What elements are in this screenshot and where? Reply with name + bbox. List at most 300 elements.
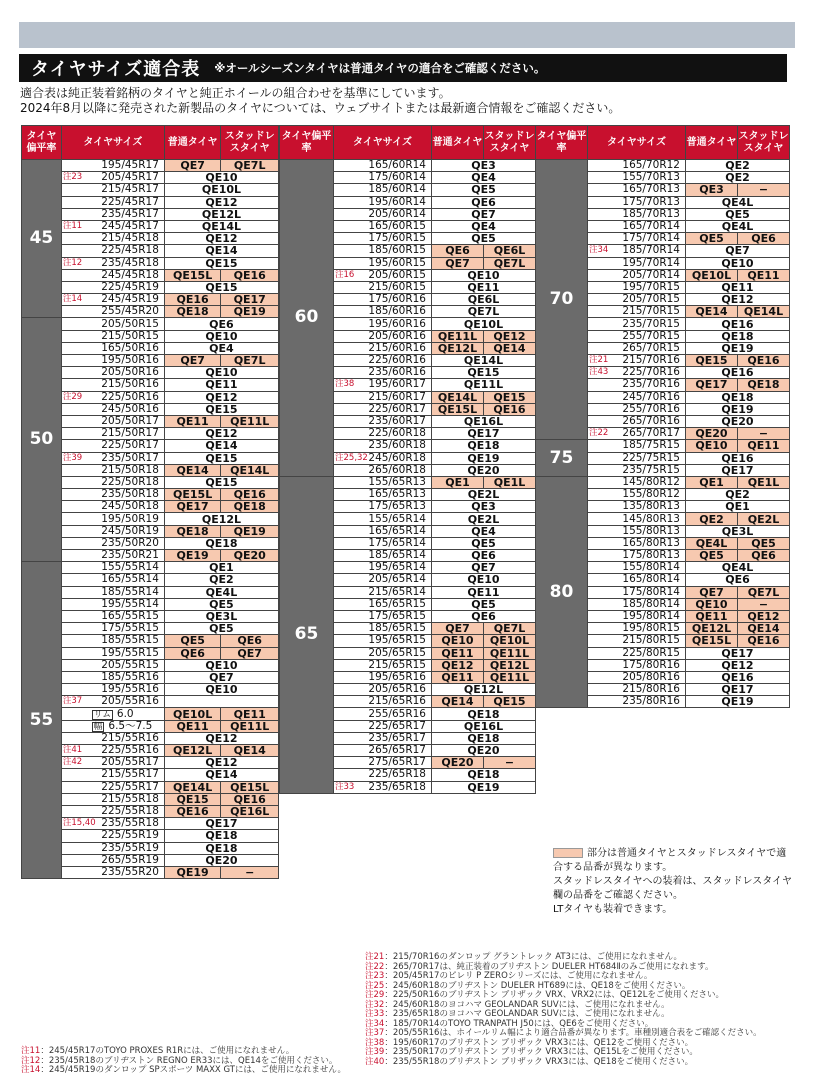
tire-size: リム 6.0 [61, 708, 164, 720]
note-text: ：245/60R18のヨコハマ GEOLANDAR SUVには、ご使用になれません。 [384, 999, 670, 1010]
tire-size: 205/70R14 [588, 269, 686, 281]
product-code: QE16 [686, 367, 790, 379]
note-ref: 注25,32 [335, 452, 368, 463]
note-ref: 注43 [589, 367, 609, 378]
product-code: QE14 [164, 769, 278, 781]
note-number: 注21 [365, 952, 385, 962]
product-code: QE18 [432, 440, 536, 452]
product-code: QE18 [432, 708, 536, 720]
tire-size: 205/65R16 [334, 684, 432, 696]
product-code: QE15 [164, 476, 278, 488]
product-code-normal: QE16 [164, 294, 220, 306]
note-number: 注12 [21, 1055, 41, 1066]
note-text: ：235/50R17のブリヂストン ブリザック VRX3には、QE15Lをご使用ください。 [384, 1047, 698, 1057]
tire-size: 165/80R13 [588, 537, 686, 549]
header-flatness: タイヤ偏平率 [280, 126, 334, 160]
tire-size: 225/45R19 [61, 281, 164, 293]
tire-size: 165/80R14 [588, 574, 686, 586]
product-code: QE6 [164, 318, 278, 330]
note-text: ：215/70R16のダンロップ グラントレック AT3には、ご使用になれません。 [384, 952, 682, 962]
size-table-col-2 [279, 125, 536, 794]
note-ref: 注11 [62, 221, 83, 232]
note-number: 注38 [365, 1037, 385, 1048]
product-code: QE4 [432, 220, 536, 232]
product-code: QE14 [164, 245, 278, 257]
product-code: QE16 [686, 318, 790, 330]
product-code-normal: QE20 [432, 757, 484, 769]
product-code-normal: QE14L [432, 391, 484, 403]
product-code-studless: QE16 [221, 269, 279, 281]
product-code-normal: QE18 [164, 306, 220, 318]
tire-size: 205/50R17 [61, 415, 164, 427]
table-row [22, 160, 279, 172]
tire-size: 215/65R15 [334, 659, 432, 671]
product-code-studless: QE18 [738, 379, 790, 391]
product-code-normal: QE11 [686, 610, 738, 622]
product-code: QE20 [686, 415, 790, 427]
tire-size: 195/80R15 [588, 623, 686, 635]
product-code: QE18 [432, 769, 536, 781]
product-code: QE12 [686, 659, 790, 671]
product-code: QE17 [432, 428, 536, 440]
tire-size: 175/80R16 [588, 659, 686, 671]
tire-size: 215/50R15 [61, 330, 164, 342]
product-code-normal: QE11 [164, 720, 220, 732]
tire-size: 215/65R14 [334, 586, 432, 598]
product-code-studless: QE1L [484, 476, 536, 488]
flatness-group: 60 [280, 160, 334, 477]
product-code-normal: QE10L [686, 269, 738, 281]
note-text: ：225/50R16のブリヂストン ブリザック VRX、VRX2には、QE12Lをご使用ください。 [384, 990, 724, 1000]
product-code-normal: QE11 [164, 415, 220, 427]
tire-size: 175/55R15 [61, 623, 164, 635]
product-code-normal: QE15 [164, 793, 220, 805]
product-code-studless: QE11 [738, 269, 790, 281]
product-code: QE5 [164, 598, 278, 610]
tire-size: 275/65R17 [334, 757, 432, 769]
product-code: QE10 [164, 330, 278, 342]
tire-size: 255/65R16 [334, 708, 432, 720]
product-code: QE17 [686, 464, 790, 476]
product-code-studless: QE11 [738, 440, 790, 452]
tire-size: 注38 195/60R17 [334, 379, 432, 391]
note-ref: 注16 [335, 269, 355, 280]
size-table-col-3 [535, 125, 790, 708]
tire-size: 195/50R16 [61, 355, 164, 367]
tire-size: 165/70R12 [588, 160, 686, 172]
product-code-normal: QE5 [686, 550, 738, 562]
tire-size: 175/65R15 [334, 610, 432, 622]
tire-size: 185/60R15 [334, 245, 432, 257]
tire-size: 205/60R16 [334, 330, 432, 342]
tire-size: 195/55R15 [61, 647, 164, 659]
tire-size: 175/80R13 [588, 550, 686, 562]
product-code: QE7 [432, 562, 536, 574]
product-code-studless: QE7 [221, 647, 279, 659]
tire-size: 155/65R14 [334, 513, 432, 525]
product-code-normal: QE15L [164, 489, 220, 501]
header-row [536, 126, 790, 160]
product-code: QE10 [432, 269, 536, 281]
product-code-normal: QE10 [686, 598, 738, 610]
product-code [164, 696, 278, 708]
tire-size: 215/70R15 [588, 306, 686, 318]
tire-size: 165/70R13 [588, 184, 686, 196]
product-code: QE11 [686, 281, 790, 293]
tire-size: 245/45R18 [61, 269, 164, 281]
tire-size: 235/65R17 [334, 732, 432, 744]
tire-size: 185/65R15 [334, 623, 432, 635]
product-code-studless: QE12 [738, 610, 790, 622]
tire-size: 235/60R18 [334, 440, 432, 452]
tire-size: 205/65R15 [334, 647, 432, 659]
tire-size: 155/80R14 [588, 562, 686, 574]
product-code-normal: QE3 [686, 184, 738, 196]
tire-size: 265/65R17 [334, 745, 432, 757]
product-code: QE16L [432, 415, 536, 427]
product-code: QE15 [432, 367, 536, 379]
note-number: 注25 [365, 980, 385, 991]
note-number: 注11 [21, 1046, 41, 1056]
product-code: QE6 [686, 574, 790, 586]
tire-size: 245/50R18 [61, 501, 164, 513]
table-row [536, 476, 790, 488]
tire-size: 175/60R14 [334, 172, 432, 184]
tire-size: 235/50R21 [61, 550, 164, 562]
tire-size: 225/55R18 [61, 805, 164, 817]
product-code: QE3L [164, 610, 278, 622]
tire-size: 注39 235/50R17 [61, 452, 164, 464]
product-code-normal: QE5 [164, 635, 220, 647]
tire-size: 215/45R17 [61, 184, 164, 196]
note-text: ：205/45R17のピレリ P ZEROシリーズには、ご使用になれません。 [384, 971, 653, 981]
product-code-normal: QE20 [686, 428, 738, 440]
product-code: QE10L [164, 184, 278, 196]
product-code: QE12 [164, 233, 278, 245]
note-text: ：185/70R14のTOYO TRANPATH J50には、QE6をご使用ください。 [384, 1018, 654, 1029]
table-row [22, 318, 279, 330]
product-code: QE6 [432, 610, 536, 622]
product-code: QE12 [164, 757, 278, 769]
product-code: QE2 [686, 489, 790, 501]
product-code: QE19 [686, 403, 790, 415]
product-code-studless: QE19 [221, 525, 279, 537]
product-code-normal: QE6 [432, 245, 484, 257]
product-code: QE4L [686, 562, 790, 574]
tire-size: 195/50R19 [61, 513, 164, 525]
tire-size: 注37 205/55R16 [61, 696, 164, 708]
product-code-studless: QE10L [484, 635, 536, 647]
product-code-studless: QE6 [738, 233, 790, 245]
tire-size: 注34 185/70R14 [588, 245, 686, 257]
product-code: QE11 [432, 281, 536, 293]
product-code-studless: QE7L [484, 257, 536, 269]
product-code: QE6L [432, 294, 536, 306]
tire-size: 185/75R15 [588, 440, 686, 452]
tire-size: 185/80R14 [588, 598, 686, 610]
product-code: QE4 [432, 172, 536, 184]
tire-size: 注11 245/45R17 [61, 220, 164, 232]
tire-size: 165/55R14 [61, 574, 164, 586]
tire-size: 265/55R19 [61, 854, 164, 866]
product-code-normal: QE18 [164, 525, 220, 537]
product-code-normal: QE17 [686, 379, 738, 391]
note-text: ：235/45R18のブリヂストン REGNO ER33には、QE14をご使用ください。 [40, 1055, 338, 1066]
pink-swatch [553, 848, 583, 858]
rim-width-label: 幅 [93, 721, 103, 732]
product-code-studless: QE14 [484, 342, 536, 354]
title-bar [19, 54, 787, 82]
product-code-normal: QE12L [432, 342, 484, 354]
tire-size: 165/60R15 [334, 220, 432, 232]
product-code-studless: QE7L [484, 623, 536, 635]
flatness-group: 75 [536, 440, 588, 477]
note-text: ：265/70R17は、純正装着のブリヂストン DUELER HT684Ⅱのみご使用になれます。 [384, 961, 714, 972]
product-code-normal: QE12 [432, 659, 484, 671]
intro-text [20, 86, 790, 115]
product-code-normal: QE1 [686, 476, 738, 488]
tire-size: 195/65R16 [334, 671, 432, 683]
page-subtitle: ※オールシーズンタイヤは普通タイヤの適合をご確認ください。 [214, 61, 546, 75]
note-ref: 注34 [589, 245, 609, 256]
tire-size: 205/60R14 [334, 208, 432, 220]
product-code: QE12 [686, 294, 790, 306]
product-code: QE18 [432, 732, 536, 744]
tire-size: 注29 225/50R16 [61, 391, 164, 403]
tire-size: 185/55R16 [61, 671, 164, 683]
tire-size: 205/50R15 [61, 318, 164, 330]
product-code: QE11L [432, 379, 536, 391]
product-code: QE2 [686, 160, 790, 172]
product-code-studless: QE11L [484, 671, 536, 683]
tire-size: 195/70R15 [588, 281, 686, 293]
product-code: QE14L [164, 220, 278, 232]
product-code-normal: QE14 [686, 306, 738, 318]
notes-left [21, 1047, 361, 1076]
tire-size: 205/80R16 [588, 671, 686, 683]
flatness-group: 45 [22, 160, 62, 318]
flatness-group: 55 [22, 562, 62, 879]
tire-size: 注25,32 245/60R18 [334, 452, 432, 464]
tire-size: 注12 235/45R18 [61, 257, 164, 269]
product-code: QE4L [686, 196, 790, 208]
header-row [22, 126, 279, 160]
tire-size: 225/75R15 [588, 452, 686, 464]
product-code-studless: QE14L [738, 306, 790, 318]
table-row [280, 476, 536, 488]
product-code-normal: QE15L [164, 269, 220, 281]
product-code: QE1 [164, 562, 278, 574]
tire-size: 185/60R16 [334, 306, 432, 318]
tire-size: 注16 205/60R15 [334, 269, 432, 281]
tire-size: 185/65R14 [334, 550, 432, 562]
product-code: QE17 [164, 818, 278, 830]
product-code: QE12L [164, 208, 278, 220]
flatness-group: 70 [536, 160, 588, 440]
product-code-studless: QE15L [221, 781, 279, 793]
tire-size: 195/60R14 [334, 196, 432, 208]
tire-size: 135/80R13 [588, 501, 686, 513]
note-line [365, 1058, 795, 1068]
product-code-normal: QE12L [686, 623, 738, 635]
product-code-studless: QE16 [484, 403, 536, 415]
tire-size: 165/50R16 [61, 342, 164, 354]
tire-size: 165/55R15 [61, 610, 164, 622]
note-ref: 注21 [589, 355, 609, 366]
tire-size: 195/55R16 [61, 684, 164, 696]
product-code: QE17 [686, 647, 790, 659]
tire-size: 215/60R17 [334, 391, 432, 403]
flatness-group: 80 [536, 476, 588, 708]
tire-size: 205/55R15 [61, 659, 164, 671]
tire-size: 195/45R17 [61, 160, 164, 172]
product-code: QE2 [164, 574, 278, 586]
product-code-normal: QE11 [432, 671, 484, 683]
note-ref: 注41 [62, 745, 83, 756]
product-code: QE4 [164, 342, 278, 354]
product-code-normal: QE10 [432, 635, 484, 647]
tire-size: 175/60R15 [334, 233, 432, 245]
product-code: QE4L [686, 220, 790, 232]
header-row [280, 126, 536, 160]
product-code: QE10L [432, 318, 536, 330]
note-number: 注34 [365, 1018, 385, 1029]
product-code: QE20 [432, 464, 536, 476]
tire-size: 215/55R18 [61, 793, 164, 805]
product-code-studless: QE11L [221, 415, 279, 427]
product-code: QE14L [432, 355, 536, 367]
product-code: QE20 [164, 854, 278, 866]
product-code: QE14 [164, 440, 278, 452]
product-code-normal: QE2 [686, 513, 738, 525]
product-code: QE3 [432, 160, 536, 172]
intro-line: 適合表は純正装着銘柄のタイヤと純正ホイールの組合わせを基準にしています。 [20, 86, 451, 100]
product-code-studless: − [738, 184, 790, 196]
note-number: 注33 [365, 1009, 385, 1019]
tire-size: 注15,40 235/55R18 [61, 818, 164, 830]
tire-size: 235/50R18 [61, 489, 164, 501]
product-code: QE12 [164, 391, 278, 403]
note-text: ：245/45R17のTOYO PROXES R1Rには、ご使用になれません。 [40, 1046, 295, 1056]
tire-size: 155/65R13 [334, 476, 432, 488]
tire-size: 195/60R16 [334, 318, 432, 330]
product-code-normal: QE10L [164, 708, 220, 720]
tire-size: 注23 205/45R17 [61, 172, 164, 184]
tire-size: 注22 265/70R17 [588, 428, 686, 440]
product-code: QE16 [686, 671, 790, 683]
note-text: ：245/45R19のダンロップ SPスポーツ MAXX GTには、ご使用になれません。 [40, 1065, 346, 1075]
product-code: QE18 [164, 830, 278, 842]
product-code-studless: QE15 [484, 696, 536, 708]
product-code: QE2L [432, 489, 536, 501]
product-code-studless: QE11L [484, 647, 536, 659]
tire-size: 注42 205/55R17 [61, 757, 164, 769]
product-code-normal: QE12L [164, 745, 220, 757]
product-code: QE2L [432, 513, 536, 525]
note-ref: 注33 [335, 781, 355, 792]
product-code: QE7 [164, 671, 278, 683]
note-ref: 注38 [335, 379, 355, 390]
product-code: QE15 [164, 452, 278, 464]
tire-size: 205/50R16 [61, 367, 164, 379]
note-ref: 注37 [62, 696, 83, 707]
product-code-normal: QE11L [432, 330, 484, 342]
tire-size: 195/55R14 [61, 598, 164, 610]
tire-size: 165/65R13 [334, 489, 432, 501]
tire-size: 175/70R14 [588, 233, 686, 245]
note-line [21, 1066, 361, 1076]
tire-size: 注21 215/70R16 [588, 355, 686, 367]
header-normal: 普通タイヤ [164, 126, 220, 160]
table-row [22, 562, 279, 574]
product-code-studless: QE16 [221, 793, 279, 805]
product-code: QE5 [432, 537, 536, 549]
note-number: 注32 [365, 999, 385, 1010]
product-code-studless: QE20 [221, 550, 279, 562]
intro-line: 2024年8月以降に発売された新製品のタイヤについては、ウェブサイトまたは最新適合情報をご確認ください。 [20, 100, 621, 115]
product-code: QE3L [686, 525, 790, 537]
top-band [19, 22, 795, 48]
table-row [280, 160, 536, 172]
product-code-normal: QE7 [432, 257, 484, 269]
tire-size: 225/60R18 [334, 428, 432, 440]
tire-size: 155/55R14 [61, 562, 164, 574]
product-code: QE18 [164, 842, 278, 854]
legend-line: 部分は普通タイヤとスタッドレスタイヤで適合する品番が異なります。 [553, 848, 787, 873]
tire-size: 235/60R17 [334, 415, 432, 427]
tire-size: 235/75R15 [588, 464, 686, 476]
product-code-normal: QE14 [164, 464, 220, 476]
tire-size: 注41 225/55R16 [61, 745, 164, 757]
tire-size: 225/55R17 [61, 781, 164, 793]
product-code: QE1 [686, 501, 790, 513]
tire-size: 155/80R13 [588, 525, 686, 537]
tire-size: 215/55R16 [61, 732, 164, 744]
product-code-normal: QE4L [686, 537, 738, 549]
product-code-normal: QE1 [432, 476, 484, 488]
product-code: QE7L [432, 306, 536, 318]
tire-size: 235/60R16 [334, 367, 432, 379]
product-code: QE16 [686, 452, 790, 464]
product-code: QE15 [164, 257, 278, 269]
product-code: QE19 [432, 452, 536, 464]
product-code-studless: QE12 [484, 330, 536, 342]
product-code-studless: QE14 [221, 745, 279, 757]
tire-size: 235/55R19 [61, 842, 164, 854]
tire-size: 215/50R18 [61, 464, 164, 476]
tire-size: 155/80R12 [588, 489, 686, 501]
legend [553, 847, 793, 917]
product-code: QE10 [164, 659, 278, 671]
product-code: QE12L [432, 684, 536, 696]
product-code-normal: QE15L [432, 403, 484, 415]
note-number: 注22 [365, 961, 385, 972]
product-code-studless: QE6 [221, 635, 279, 647]
notes-right [365, 953, 795, 1067]
product-code: QE4L [164, 586, 278, 598]
note-ref: 注23 [62, 172, 83, 183]
product-code-studless: QE18 [221, 501, 279, 513]
product-code: QE12 [164, 428, 278, 440]
product-code-normal: QE15L [686, 635, 738, 647]
header-studless: スタッドレスタイヤ [484, 126, 536, 160]
tire-size: 205/65R14 [334, 574, 432, 586]
product-code-normal: QE15 [686, 355, 738, 367]
tire-size: 235/70R15 [588, 318, 686, 330]
product-code-studless: QE17 [221, 294, 279, 306]
note-ref: 注42 [62, 757, 83, 768]
product-code: QE18 [686, 330, 790, 342]
